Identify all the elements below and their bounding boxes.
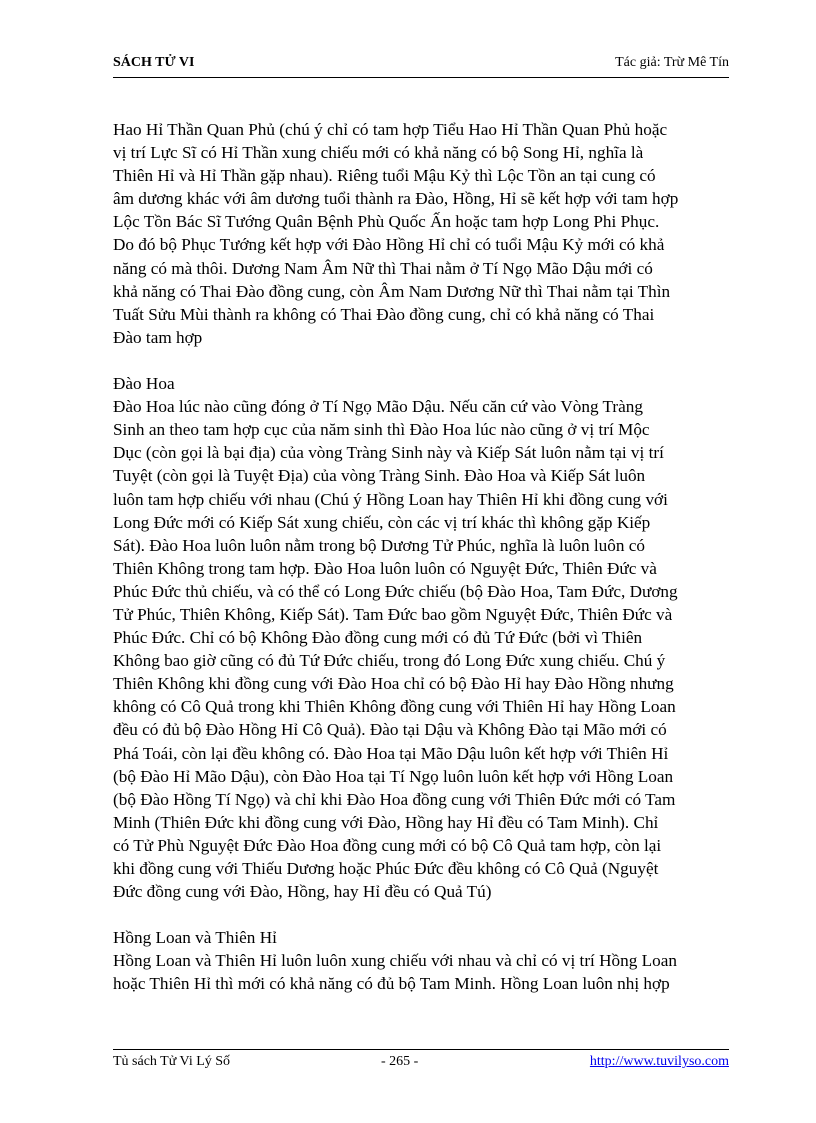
text-line: luôn tam hợp chiếu với nhau (Chú ý Hồng Loan hay Thiên Hỉ khi đồng cung với xyxy=(113,489,668,509)
text-line: Thiên Hỉ và Hỉ Thần gặp nhau). Riêng tuổi Mậu Kỷ thì Lộc Tồn an tại cung có xyxy=(113,166,656,186)
text-line: Thiên Không khi đồng cung với Đào Hoa chỉ có bộ Đào Hỉ hay Đào Hồng nhưng xyxy=(113,674,674,694)
document-body xyxy=(113,118,733,996)
text-line: Đào Hoa lúc nào cũng đóng ở Tí Ngọ Mão Dậu. Nếu căn cứ vào Vòng Tràng xyxy=(113,397,643,417)
text-line: năng có mà thôi. Dương Nam Âm Nữ thì Thai nằm ở Tí Ngọ Mão Dậu mới có xyxy=(113,258,653,278)
text-line: Lộc Tồn Bác Sĩ Tướng Quân Bệnh Phù Quốc Ấn hoặc tam hợp Long Phi Phục. xyxy=(113,212,660,232)
text-line: Phúc Đức thủ chiếu, và có thể có Long Đức chiếu (bộ Đào Hoa, Tam Đức, Dương xyxy=(113,581,678,601)
text-line: khả năng có Thai Đào đồng cung, còn Âm Nam Dương Nữ thì Thai nằm tại Thìn xyxy=(113,281,671,301)
paragraph xyxy=(113,118,733,349)
text-line: Minh (Thiên Đức khi đồng cung với Đào, Hồng hay Hỉ đều có Tam Minh). Chỉ xyxy=(113,812,659,832)
page-header xyxy=(113,53,729,78)
text-line: Tử Phúc, Thiên Không, Kiếp Sát). Tam Đức bao gồm Nguyệt Đức, Thiên Đức và xyxy=(113,604,673,624)
author-label: Tác giả: Trừ Mê Tín xyxy=(615,55,729,70)
text-line: Phúc Đức. Chỉ có bộ Không Đào đồng cung mới có đủ Tứ Đức (bởi vì Thiên xyxy=(113,628,643,648)
text-line: Sinh an theo tam hợp cục của năm sinh thì Đào Hoa lúc nào cũng ở vị trí Mộc xyxy=(113,420,650,440)
text-line: Do đó bộ Phục Tướng kết hợp với Đào Hồng Hỉ chỉ có tuổi Mậu Kỷ mới có khả xyxy=(113,235,665,255)
text-line: Sát). Đào Hoa luôn luôn nằm trong bộ Dương Tử Phúc, nghĩa là luôn luôn có xyxy=(113,535,645,555)
page-number: - 265 - xyxy=(381,1054,419,1069)
text-line: Đức đồng cung với Đào, Hồng, hay Hỉ đều có Quả Tú) xyxy=(113,882,492,902)
text-line: Không bao giờ cũng có đủ Tứ Đức chiếu, trong đó Long Đức xung chiếu. Chú ý xyxy=(113,651,666,671)
text-line: Long Đức mới có Kiếp Sát xung chiếu, còn các vị trí khác thì không gặp Kiếp xyxy=(113,512,651,532)
text-line: Đào tam hợp xyxy=(113,327,203,347)
paragraph-gap xyxy=(113,349,733,372)
text-line: (bộ Đào Hỉ Mão Dậu), còn Đào Hoa tại Tí Ngọ luôn luôn kết hợp với Hồng Loan xyxy=(113,766,674,786)
paragraph xyxy=(113,926,733,995)
text-line: hoặc Thiên Hỉ thì mới có khả năng có đủ bộ Tam Minh. Hồng Loan luôn nhị hợp xyxy=(113,974,670,994)
text-line: Hồng Loan và Thiên Hỉ luôn luôn xung chiếu với nhau và chỉ có vị trí Hồng Loan xyxy=(113,951,677,971)
section-heading: Đào Hoa xyxy=(113,374,175,394)
footer-series: Tủ sách Tử Vi Lý Số xyxy=(113,1054,231,1069)
text-line: (bộ Đào Hồng Tí Ngọ) và chỉ khi Đào Hoa đồng cung với Thiên Đức mới có Tam xyxy=(113,789,676,809)
book-title: SÁCH TỬ VI xyxy=(113,55,195,70)
text-line: Dục (còn gọi là bại địa) của vòng Tràng Sinh này và Kiếp Sát luôn nằm tại vị trí xyxy=(113,443,664,463)
text-line: Tuyệt (còn gọi là Tuyệt Địa) của vòng Tràng Sinh. Đào Hoa và Kiếp Sát luôn xyxy=(113,466,646,486)
website-link[interactable]: http://www.tuvilyso.com xyxy=(589,1054,729,1069)
text-line: Hao Hỉ Thần Quan Phủ (chú ý chỉ có tam hợp Tiểu Hao Hỉ Thần Quan Phủ hoặc xyxy=(113,120,668,139)
text-line: khi đồng cung với Thiếu Dương hoặc Phúc Đức đều không có Cô Quả (Nguyệt xyxy=(113,859,659,878)
text-line: vị trí Lực Sĩ có Hỉ Thần xung chiếu mới có khả năng có bộ Song Hỉ, nghĩa là xyxy=(113,143,644,163)
text-line: Tuất Sửu Mùi thành ra không có Thai Đào đồng cung, chỉ có khả năng có Thai xyxy=(113,304,655,324)
text-line: âm dương khác với âm dương tuổi thành ra Đào, Hồng, Hỉ sẽ kết hợp với tam hợp xyxy=(113,189,679,209)
text-line: không có Cô Quả trong khi Thiên Không đồng cung với Thiên Hỉ hay Hồng Loan xyxy=(113,697,676,717)
section-heading: Hồng Loan và Thiên Hỉ xyxy=(113,928,277,948)
paragraph-gap xyxy=(113,903,733,926)
page-footer xyxy=(113,1049,729,1072)
text-line: Thiên Không trong tam hợp. Đào Hoa luôn luôn có Nguyệt Đức, Thiên Đức và xyxy=(113,558,657,578)
text-line: đều có đủ bộ Đào Hồng Hỉ Cô Quả). Đào tại Dậu và Không Đào tại Mão mới có xyxy=(113,720,667,740)
paragraph xyxy=(113,372,733,903)
text-line: Phá Toái, còn lại đều không có. Đào Hoa tại Mão Dậu luôn kết hợp với Thiên Hỉ xyxy=(113,743,669,763)
text-line: có Tử Phù Nguyệt Đức Đào Hoa đồng cung mới có bộ Cô Quả tam hợp, còn lại xyxy=(113,835,662,855)
